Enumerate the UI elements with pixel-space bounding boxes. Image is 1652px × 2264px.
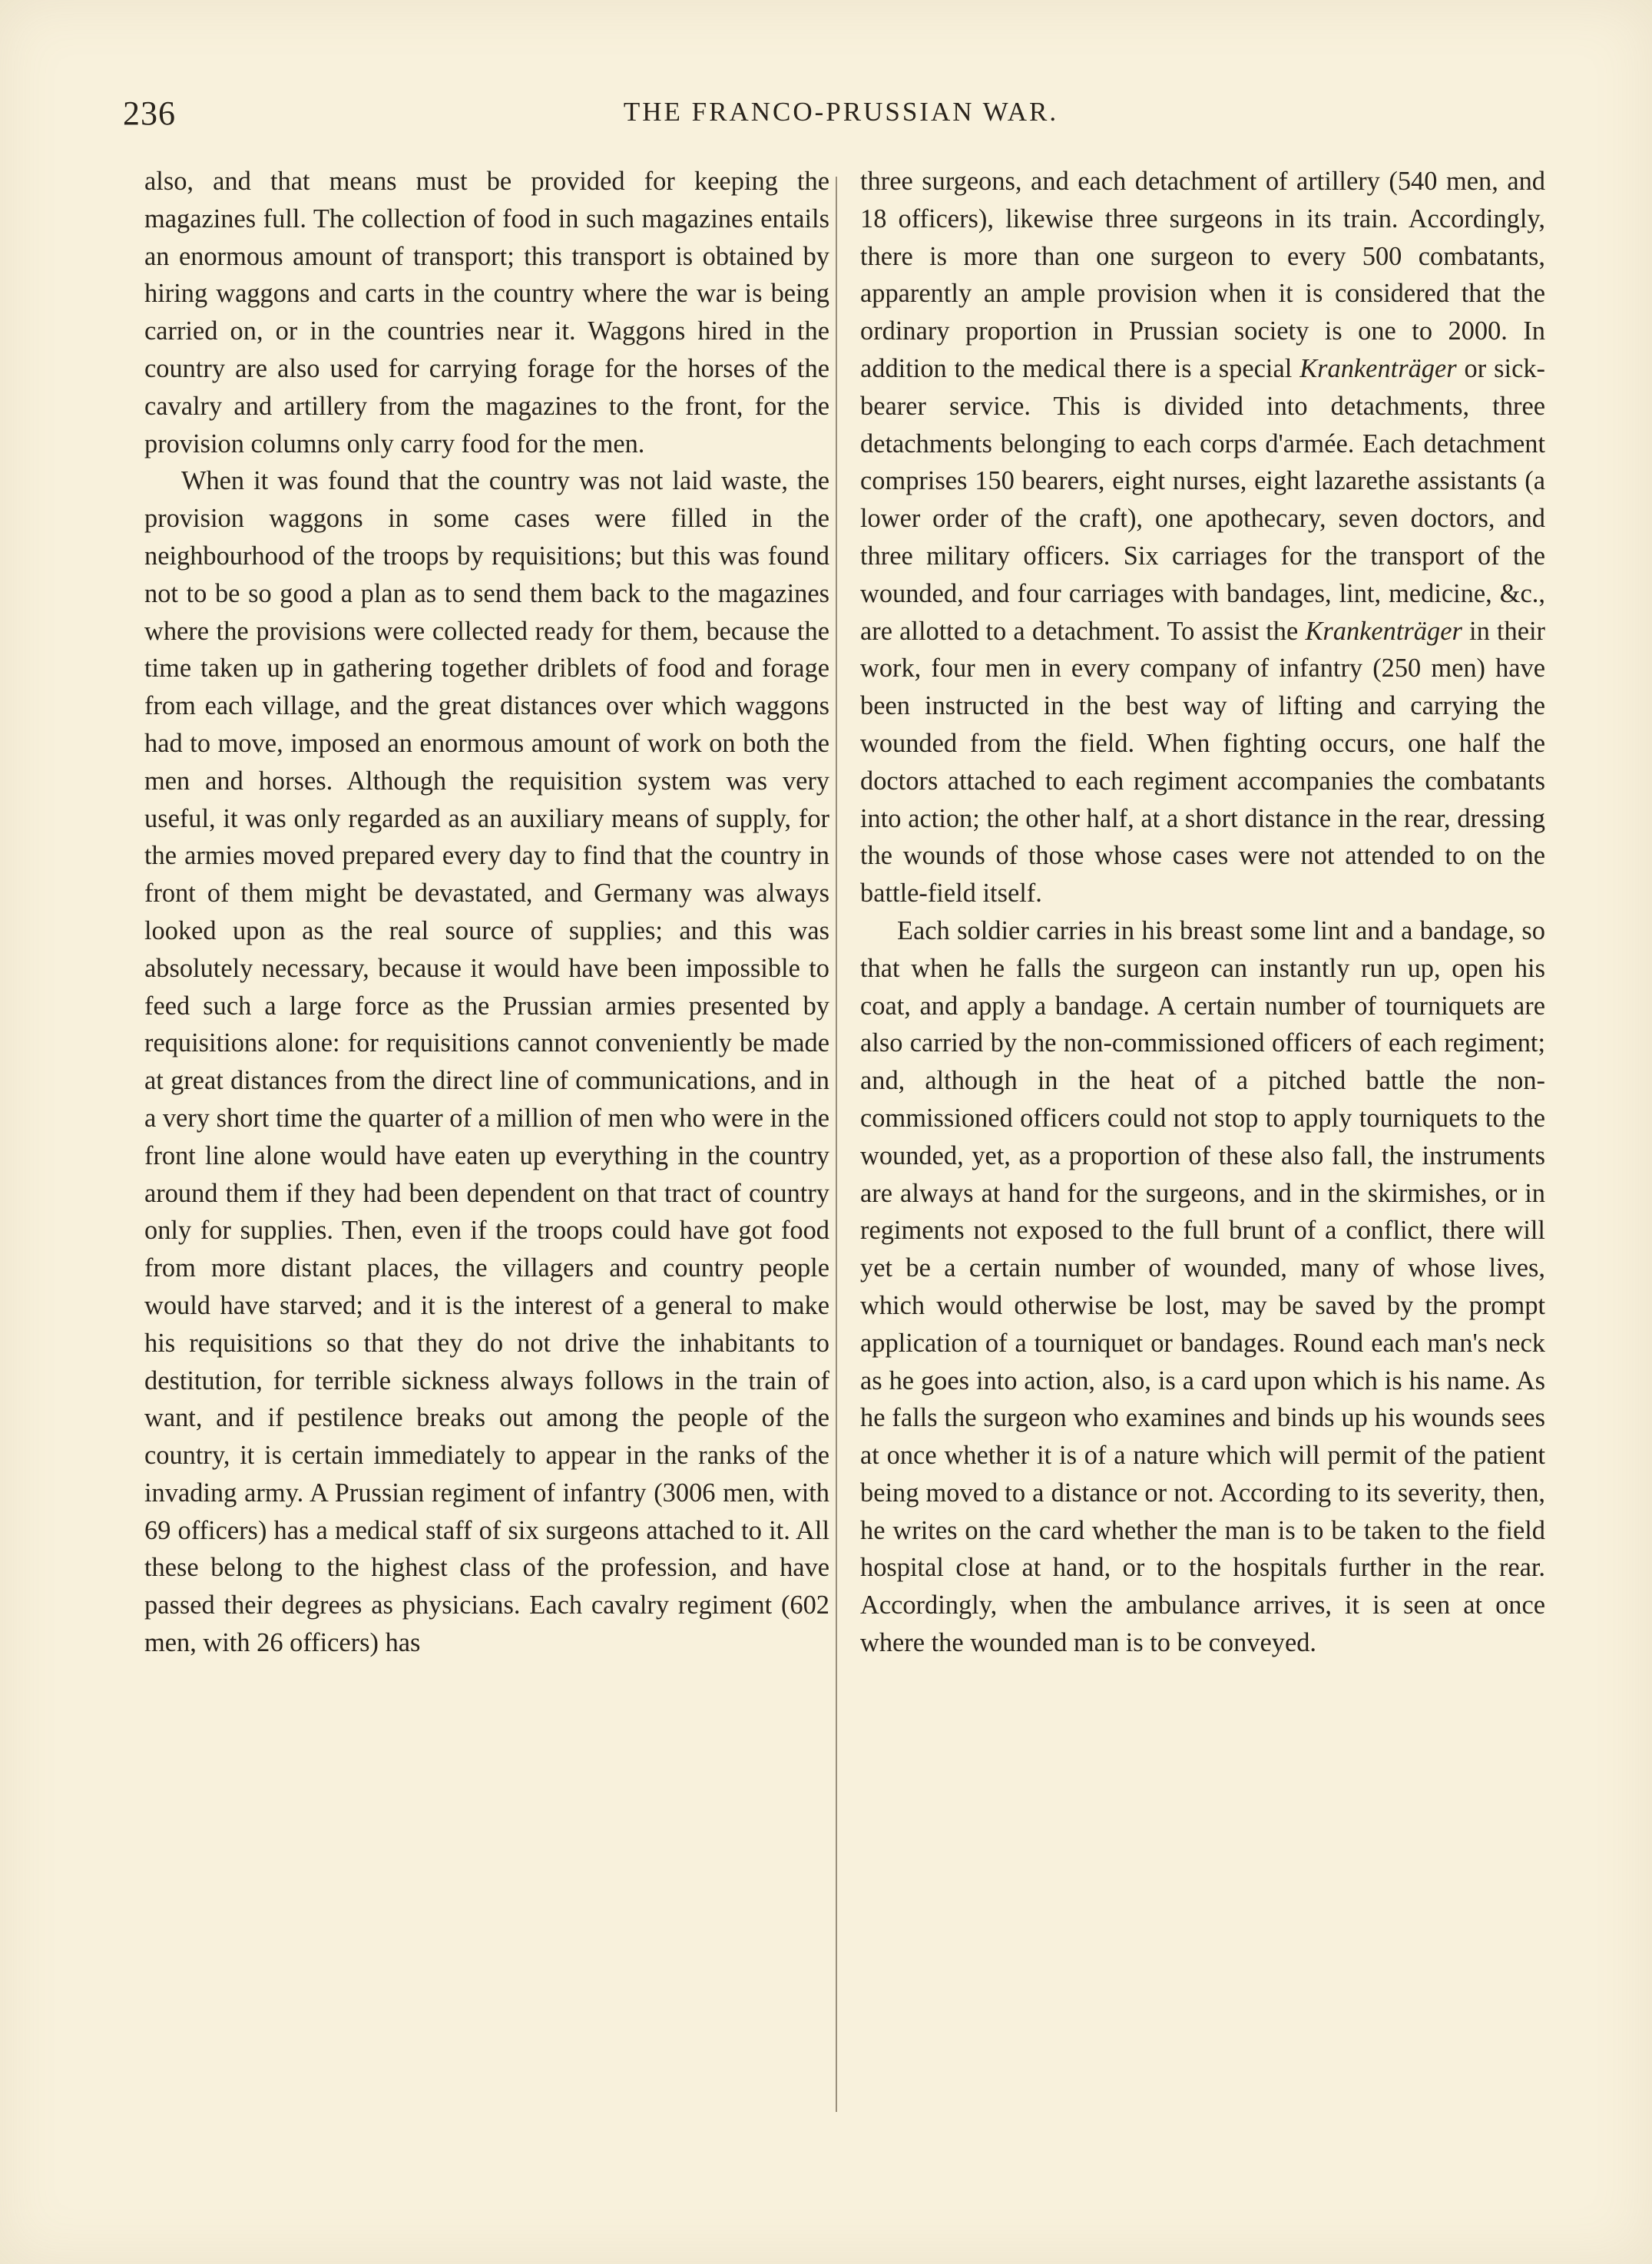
krankentrager-term-2: Krankenträger <box>1305 616 1462 646</box>
right-paragraph-1 <box>860 163 1545 912</box>
left-paragraph-2: When it was found that the country was not laid waste, the provision waggons in some cases were filled in the neighbourhood of the troops by requisitions; but this was found not to be so good a plan as to send them back to the magazines where the provisions were collected ready for them, because the time taken up in gathering together driblets of food and forage from each village, and the great distances over which waggons had to move, imposed an enormous amount of work on both the men and horses. Although the requisition system was very useful, it was only regarded as an auxiliary means of supply, for the armies moved prepared every day to find that the country in front of them might be devastated, and Germany was always looked upon as the real source of supplies; and this was absolutely necessary, because it would have been impossible to feed such a large force as the Prussian armies presented by requisitions alone: for requisitions cannot conveniently be made at great distances from the direct line of communications, and in a very short time the quarter of a million of men who were in the front line alone would have eaten up everything in the country around them if they had been dependent on that tract of country only for supplies. Then, even if the troops could have got food from more distant places, the villagers and country people would have starved; and it is the interest of a general to make his requisitions so that they do not drive the inhabitants to destitution, for terrible sickness always follows in the train of want, and if pestilence breaks out among the people of the country, it is certain immediately to appear in the ranks of the invading army. A Prussian regiment of infantry (3006 men, with 69 officers) has a medical staff of six surgeons attached to it. All these belong to the highest class of the profession, and have passed their degrees as physicians. Each cavalry regiment (602 men, with 26 officers) has <box>144 466 829 1658</box>
page-header <box>123 94 1559 140</box>
krankentrager-term-1: Krankenträger <box>1299 353 1457 383</box>
right-paragraph-1-text-a: three surgeons, and each detachment of artillery (540 men, and 18 officers), likewise three surgeons in its train. Accordingly, there is more than one surgeon to every 500 combatants, apparently an ample provision when it is considered that the ordinary proportion in Prussian society is one to 2000. In addition to the medical there is a special <box>860 167 1545 383</box>
right-paragraph-1-text-b: or sick-bearer service. This is divided into detachments, three detachments belonging to each corps d'armée. Each detachment comprises 150 bearers, eight nurses, eight lazarethe assistants (a lower order of the craft), one apothecary, seven doctors, and three military officers. Six carriages for the transport of the wounded, and four carriages with bandages, lint, medicine, &c., are allotted to a detachment. To assist the <box>860 353 1545 646</box>
column-divider <box>836 177 837 2112</box>
page-number: 236 <box>123 94 176 132</box>
left-paragraph-1: also, and that means must be provided for keeping the magazines full. The collection of food in such magazines entails an enormous amount of transport; this transport is obtained by hiring waggons and carts in the country where the war is being carried on, or in the countries near it. Waggons hired in the country are also used for carrying forage for the horses of the cavalry and artillery from the magazines to the front, for the provision columns only carry food for the men. <box>144 167 829 458</box>
right-paragraph-1-text-c: in their work, four men in every company of infantry (250 men) have been instructed in the best way of lifting and carrying the wounded from the field. When fighting occurs, one half the doctors attached to each regiment accompanies the combatants into action; the other half, at a short distance in the rear, dressing the wounds of those whose cases were not attended to on the battle-field itself. <box>860 616 1546 909</box>
right-column <box>860 163 1545 1662</box>
left-column <box>144 163 829 1662</box>
right-paragraph-2: Each soldier carries in his breast some lint and a bandage, so that when he falls the surgeon can instantly run up, open his coat, and apply a bandage. A certain number of tourniquets are also carried by the non-commissioned officers of each regiment; and, although in the heat of a pitched battle the non-commissioned officers could not stop to apply tourniquets to the wounded, yet, as a proportion of these also fall, the instruments are always at hand for the surgeons, and in the skirmishes, or in regiments not exposed to the full brunt of a conflict, there will yet be a certain number of wounded, many of whose lives, which would otherwise be lost, may be saved by the prompt application of a tourniquet or bandages. Round each man's neck as he goes into action, also, is a card upon which is his name. As he falls the surgeon who examines and binds up his wounds sees at once whether it is of a nature which will permit of the patient being moved to a distance or not. According to its severity, then, he writes on the card whether the man is to be taken to the field hospital close at hand, or to the hospitals further in the rear. Accordingly, when the ambulance arrives, it is seen at once where the wounded man is to be conveyed. <box>860 915 1545 1658</box>
running-title: THE FRANCO-PRUSSIAN WAR. <box>623 97 1059 127</box>
